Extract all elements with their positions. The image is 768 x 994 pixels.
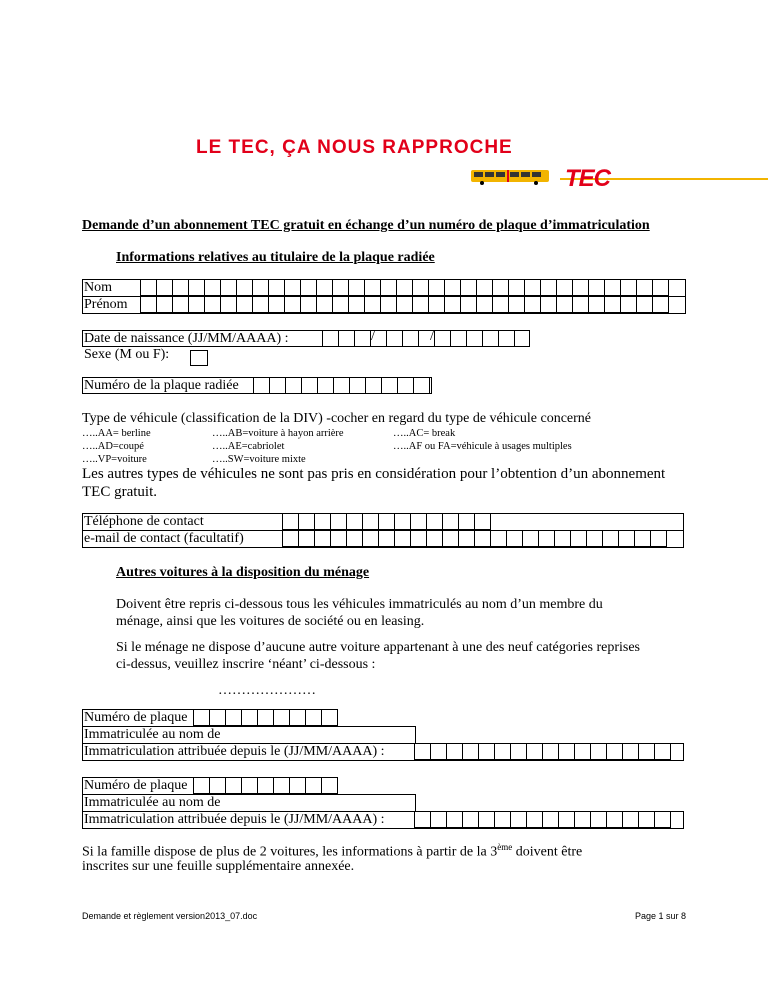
neant-field[interactable]: ………………… <box>218 683 316 698</box>
family-note-line-2: inscrites sur une feuille supplémentaire annexée. <box>82 859 355 874</box>
date-separator: / <box>371 329 375 344</box>
sexe-checkbox[interactable] <box>190 350 208 366</box>
paragraph-1-line-2: ménage, ainsi que les voitures de société ou en leasing. <box>116 614 425 629</box>
vehicle-type-label: Type de véhicule (classification de la DIV) -cocher en regard du type de véhicule concerné <box>82 411 591 426</box>
other-types-text-2: TEC gratuit. <box>82 484 157 500</box>
family-note-superscript: ème <box>497 842 513 852</box>
vehicle-option-ab[interactable]: …..AB=voiture à hayon arrière <box>212 428 344 439</box>
car-2-owner-field[interactable] <box>250 794 416 811</box>
prenom-field[interactable] <box>141 296 669 313</box>
section-title-holder: Informations relatives au titulaire de la plaque radiée <box>116 250 435 265</box>
vehicle-option-sw[interactable]: …..SW=voiture mixte <box>212 454 306 465</box>
car-2-plate-field[interactable] <box>194 777 338 794</box>
car-1-plate-field[interactable] <box>194 709 338 726</box>
tec-logo: TEC <box>565 165 610 192</box>
slogan: LE TEC, ÇA NOUS RAPPROCHE <box>196 137 513 158</box>
bus-icon <box>470 168 550 185</box>
family-note-text-end: doivent être <box>512 844 583 860</box>
car-2-date-label: Immatriculation attribuée depuis le (JJ/MM/AAAA) : <box>84 812 385 827</box>
plaque-radiee-field[interactable] <box>254 377 430 394</box>
nom-label: Nom <box>84 280 112 295</box>
email-label: e-mail de contact (facultatif) <box>84 531 244 546</box>
paragraph-2-line-2: ci-dessus, veuillez inscrire ‘néant’ ci-dessous : <box>116 657 376 672</box>
plaque-radiee-label: Numéro de la plaque radiée <box>84 378 239 393</box>
email-field[interactable] <box>283 530 667 547</box>
sexe-label: Sexe (M ou F): <box>84 347 170 362</box>
family-note-text: Si la famille dispose de plus de 2 voitures, les informations à partir de la 3 <box>82 844 498 860</box>
vehicle-option-af[interactable]: …..AF ou FA=véhicule à usages multiples <box>393 441 572 452</box>
car-2-owner-label: Immatriculée au nom de <box>84 795 221 810</box>
car-1-date-label: Immatriculation attribuée depuis le (JJ/MM/AAAA) : <box>84 744 385 759</box>
footer-filename: Demande et règlement version2013_07.doc <box>82 911 258 921</box>
paragraph-1-line-1: Doivent être repris ci-dessous tous les véhicules immatriculés au nom d’un membre du <box>116 597 603 612</box>
car-1-owner-field[interactable] <box>250 726 416 743</box>
vehicle-option-ac[interactable]: …..AC= break <box>393 428 456 439</box>
document-title: Demande d’un abonnement TEC gratuit en échange d’un numéro de plaque d’immatriculation <box>82 218 650 233</box>
other-types-text: Les autres types de véhicules ne sont pas pris en considération pour l’obtention d’un abonnement <box>82 466 666 482</box>
date-separator: / <box>430 329 434 344</box>
birthdate-field[interactable] <box>323 330 515 347</box>
nom-field[interactable] <box>141 279 669 296</box>
vehicle-option-ad[interactable]: …..AD=coupé <box>82 441 144 452</box>
telephone-label: Téléphone de contact <box>84 514 204 529</box>
car-2-date-field[interactable] <box>415 811 671 828</box>
vehicle-option-ae[interactable]: …..AE=cabriolet <box>212 441 285 452</box>
section-title-other-cars: Autres voitures à la disposition du ménage <box>116 565 370 580</box>
family-note-line-1 <box>82 842 582 861</box>
prenom-label: Prénom <box>84 297 128 312</box>
car-1-plate-label: Numéro de plaque <box>84 710 188 725</box>
vehicle-option-vp[interactable]: …..VP=voiture <box>82 454 147 465</box>
footer-page-number: Page 1 sur 8 <box>635 911 687 921</box>
birthdate-label: Date de naissance (JJ/MM/AAAA) : <box>84 331 289 346</box>
telephone-field[interactable] <box>283 513 491 530</box>
car-1-owner-label: Immatriculée au nom de <box>84 727 221 742</box>
car-1-date-field[interactable] <box>415 743 671 760</box>
vehicle-option-aa[interactable]: …..AA= berline <box>82 428 151 439</box>
car-2-plate-label: Numéro de plaque <box>84 778 188 793</box>
paragraph-2-line-1: Si le ménage ne dispose d’aucune autre voiture appartenant à une des neuf catégories reprises <box>116 640 641 655</box>
